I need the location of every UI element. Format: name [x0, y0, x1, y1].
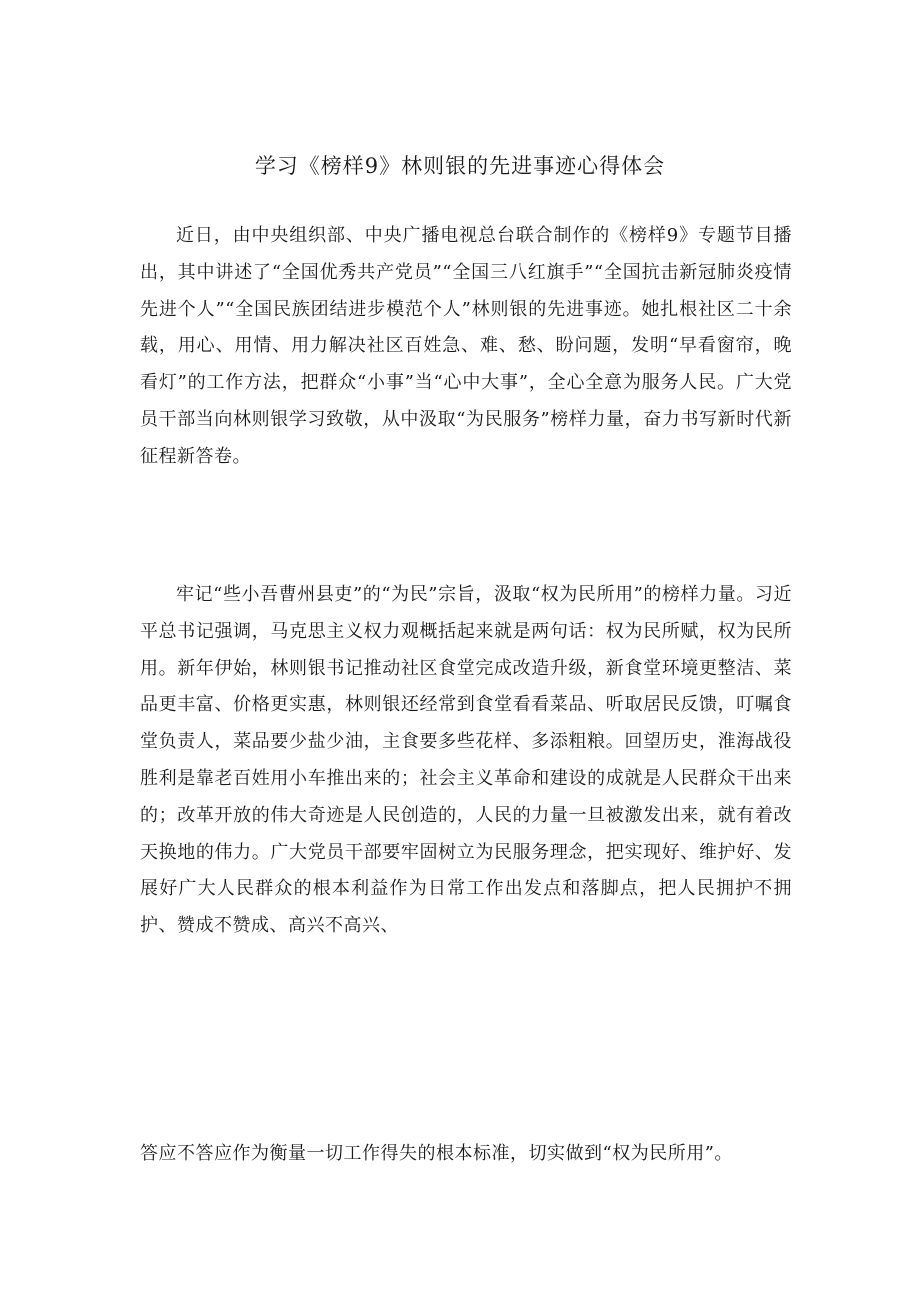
- paragraph-power-for-people: 牢记“些小吾曹州县吏”的“为民”宗旨，汲取“权为民所用”的榜样力量。习近平总书记强调，马克思主义权力观概括起来就是两句话：权为民所赋，权为民所用。新年伊始，林则银书记推动社区食堂完成改造升级，新食堂环境更整洁、菜品更丰富、价格更实惠，林则银还经常到食堂看看菜品、听取居民反馈，叮嘱食堂负责人，菜品要少盐少油，主食要多些花样、多添粗粮。回望历史，淮海战役胜利是靠老百姓用小车推出来的；社会主义革命和建设的成就是人民群众干出来的；改革开放的伟大奇迹是人民创造的，人民的力量一旦被激发出来，就有着改天换地的伟力。广大党员干部要牢固树立为民服务理念，把实现好、维护好、发展好广大人民群众的根本利益作为日常工作出发点和落脚点，把人民拥护不拥护、赞成不赞成、高兴不高兴、: [140, 584, 792, 937]
- paragraph-continuation: 答应不答应作为衡量一切工作得失的根本标准，切实做到“权为民所用”。: [140, 1143, 733, 1164]
- paragraph-intro: 近日，由中央组织部、中央广播电视总台联合制作的《榜样9》专题节目播出，其中讲述了“全国优秀共产党员”“全国三八红旗手”“全国抗击新冠肺炎疫情先进个人”“全国民族团结进步模范个人”林则银的先进事迹。她扎根社区二十余载，用心、用情、用力解决社区百姓急、难、愁、盼问题，发明“早看窗帘，晚看灯”的工作方法，把群众“小事”当“心中大事”，全心全意为服务人民。广大党员干部当向林则银学习致敬，从中汲取“为民服务”榜样力量，奋力书写新时代新征程新答卷。: [140, 225, 792, 467]
- document-title: 学习《榜样9》林则银的先进事迹心得体会: [254, 154, 666, 178]
